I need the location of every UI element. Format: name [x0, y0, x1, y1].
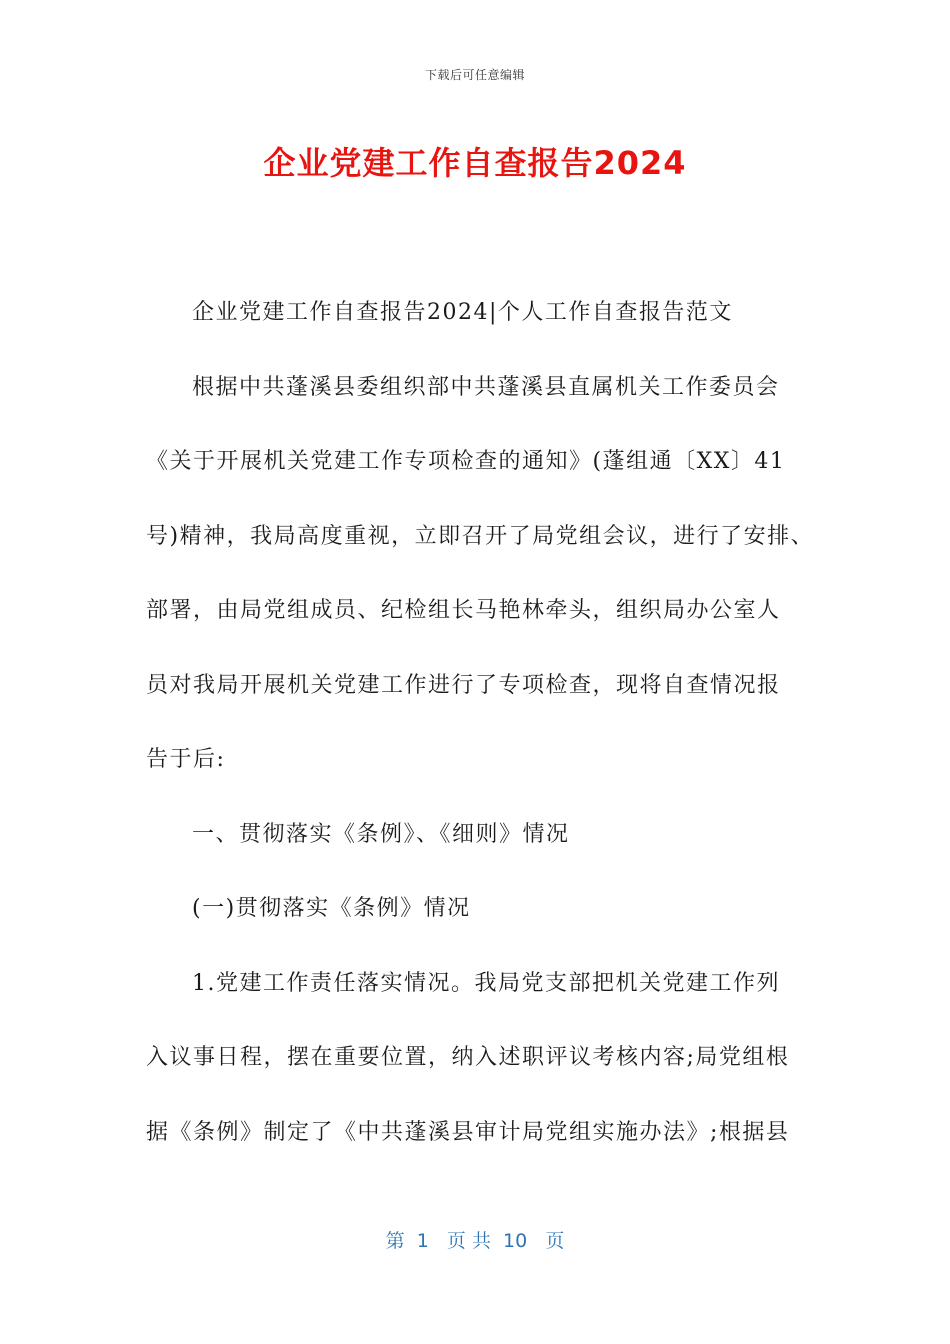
paragraph-line: 号)精神，我局高度重视，立即召开了局党组会议，进行了安排、 — [146, 523, 815, 549]
paragraph-line: 据《条例》制定了《中共蓬溪县审计局党组实施办法》;根据县 — [146, 1119, 790, 1145]
paragraph-line: 1.党建工作责任落实情况。我局党支部把机关党建工作列 — [192, 970, 780, 996]
section-heading: 一、贯彻落实《条例》、《细则》情况 — [192, 821, 570, 847]
paragraph-line: 部署，由局党组成员、纪检组长马艳林牵头，组织局办公室人 — [146, 598, 781, 623]
paragraph-line: 员对我局开展机关党建工作进行了专项检查，现将自查情况报 — [146, 672, 781, 698]
paragraph-line: 根据中共蓬溪县委组织部中共蓬溪县直属机关工作委员会 — [192, 374, 780, 400]
document-title: 企业党建工作自查报告2024 — [263, 144, 687, 182]
paragraph-line: 告于后: — [146, 747, 226, 772]
paragraph-line: 入议事日程，摆在重要位置，纳入述职评议考核内容;局党组根 — [146, 1045, 790, 1070]
paragraph-line: 企业党建工作自查报告2024|个人工作自查报告范文 — [192, 300, 733, 325]
paragraph-line: 《关于开展机关党建工作专项检查的通知》(蓬组通〔XX〕41 — [146, 449, 786, 474]
subsection-heading: (一)贯彻落实《条例》情况 — [192, 896, 471, 921]
header-note: 下载后可任意编辑 — [424, 68, 525, 82]
document-body — [146, 276, 826, 1170]
page-number-footer: 第 1 页 共 10 页 — [385, 1230, 565, 1252]
